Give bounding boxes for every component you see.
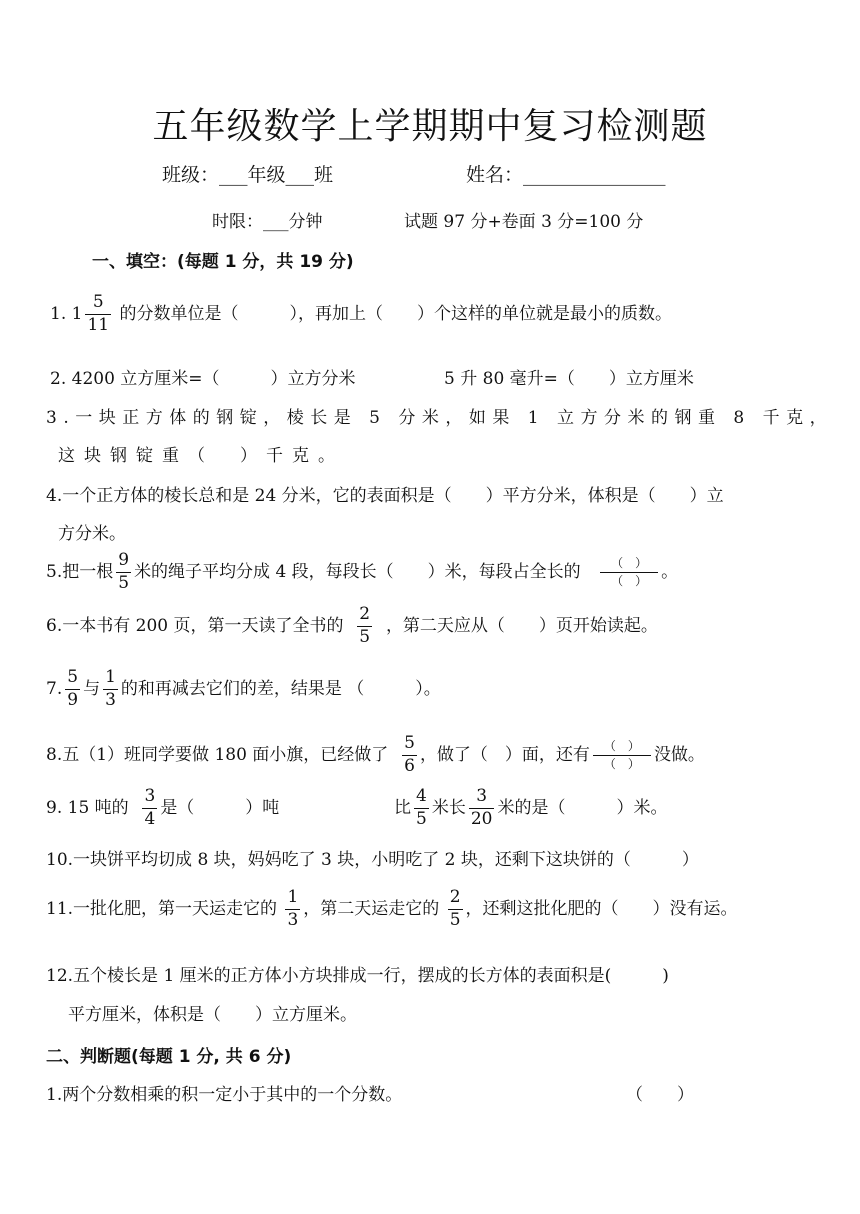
- fraction: $\frac{2}{5}$: [449, 887, 461, 930]
- fraction: $\frac{9}{5}$: [118, 550, 130, 593]
- question-1: 1. 1 $\frac{5}{11}$ 的分数单位是（ ），再加上（ ）个这样的单位就是最小的质数。: [50, 292, 673, 335]
- fraction: $\frac{4}{5}$: [416, 786, 427, 829]
- question-6: 6.一本书有 200 页，第一天读了全书的 $\frac{2}{5}$ ，第二天应从（ ）页开始读起。: [46, 604, 658, 647]
- judgement-1: 1.两个分数相乘的积一定小于其中的一个分数。: [46, 1085, 403, 1105]
- question-4-line-1: 4.一个正方体的棱长总和是 24 分米，它的表面积是（ ）平方分米，体积是（ ）立: [46, 486, 724, 506]
- section-1-heading: 一、填空：(每题 1 分，共 19 分): [92, 252, 354, 272]
- page-title: 五年级数学上学期期中复习检测题: [152, 106, 708, 147]
- fraction: $\frac{5}{11}$: [87, 292, 110, 335]
- question-2a: 2. 4200 立方厘米=（ ）立方分米: [50, 369, 356, 389]
- fraction: $\frac{2}{5}$: [359, 604, 371, 647]
- question-9a: 9. 15 吨的 $\frac{3}{4}$ 是（ ）吨: [46, 786, 280, 829]
- question-2b: 5 升 80 毫升=（ ）立方厘米: [444, 369, 694, 389]
- score-info: 试题 97 分+卷面 3 分=100 分: [404, 212, 644, 232]
- question-11: 11.一批化肥，第一天运走它的 $\frac{1}{3}$ ，第二天运走它的 $\frac{2}{5}$ ，还剩这批化肥的（ ）没有运。: [46, 887, 738, 930]
- fraction: $\frac{1}{3}$: [105, 667, 116, 710]
- judgement-1-bracket: （ ）: [626, 1085, 694, 1105]
- question-12-line-2: 平方厘米，体积是（ ）立方厘米。: [68, 1005, 357, 1025]
- question-10: 10.一块饼平均切成 8 块，妈妈吃了 3 块，小明吃了 2 块，还剩下这块饼的（ ）: [46, 850, 699, 870]
- fraction: $\frac{5}{9}$: [67, 667, 79, 710]
- question-7: 7. $\frac{5}{9}$ 与 $\frac{1}{3}$ 的和再减去它们的差，结果是 （ ）。: [46, 667, 441, 710]
- fraction: $\frac{5}{6}$: [404, 733, 415, 776]
- name-field: 姓名：_______________: [466, 164, 666, 186]
- section-2-heading: 二、判断题(每题 1 分, 共 6 分): [46, 1047, 292, 1067]
- answer-fraction-blank: $\frac{( )}{( )}$: [600, 557, 658, 587]
- fraction: $\frac{3}{20}$: [470, 786, 493, 829]
- fraction: $\frac{3}{4}$: [144, 786, 156, 829]
- question-8: 8.五（1）班同学要做 180 面小旗，已经做了 $\frac{5}{6}$ ，做了（ ）面，还有 $\frac{( )}{( )}$ 没做。: [46, 733, 705, 776]
- question-9b: 比 $\frac{4}{5}$ 米长 $\frac{3}{20}$ 米的是（ ）米。: [394, 786, 668, 829]
- answer-fraction-blank: $\frac{( )}{( )}$: [593, 740, 651, 770]
- fraction: $\frac{1}{3}$: [287, 887, 299, 930]
- question-3-line-2: 这块钢锭重（ ）千克。: [58, 446, 344, 466]
- question-3-line-1: 3.一块正方体的钢锭，棱长是 5 分米，如果 1 立方分米的钢重 8 千克，: [46, 408, 834, 428]
- time-limit: 时限：___分钟: [212, 212, 323, 232]
- question-5: 5.把一根 $\frac{9}{5}$ 米的绳子平均分成 4 段，每段长（ ）米，每段占全长的 $\frac{( )}{( )}$ 。: [46, 550, 679, 593]
- question-4-line-2: 方分米。: [58, 524, 126, 544]
- class-field: 班级：___年级___班: [162, 164, 334, 186]
- question-12-line-1: 12.五个棱长是 1 厘米的正方体小方块排成一行，摆成的长方体的表面积是( ): [46, 966, 669, 986]
